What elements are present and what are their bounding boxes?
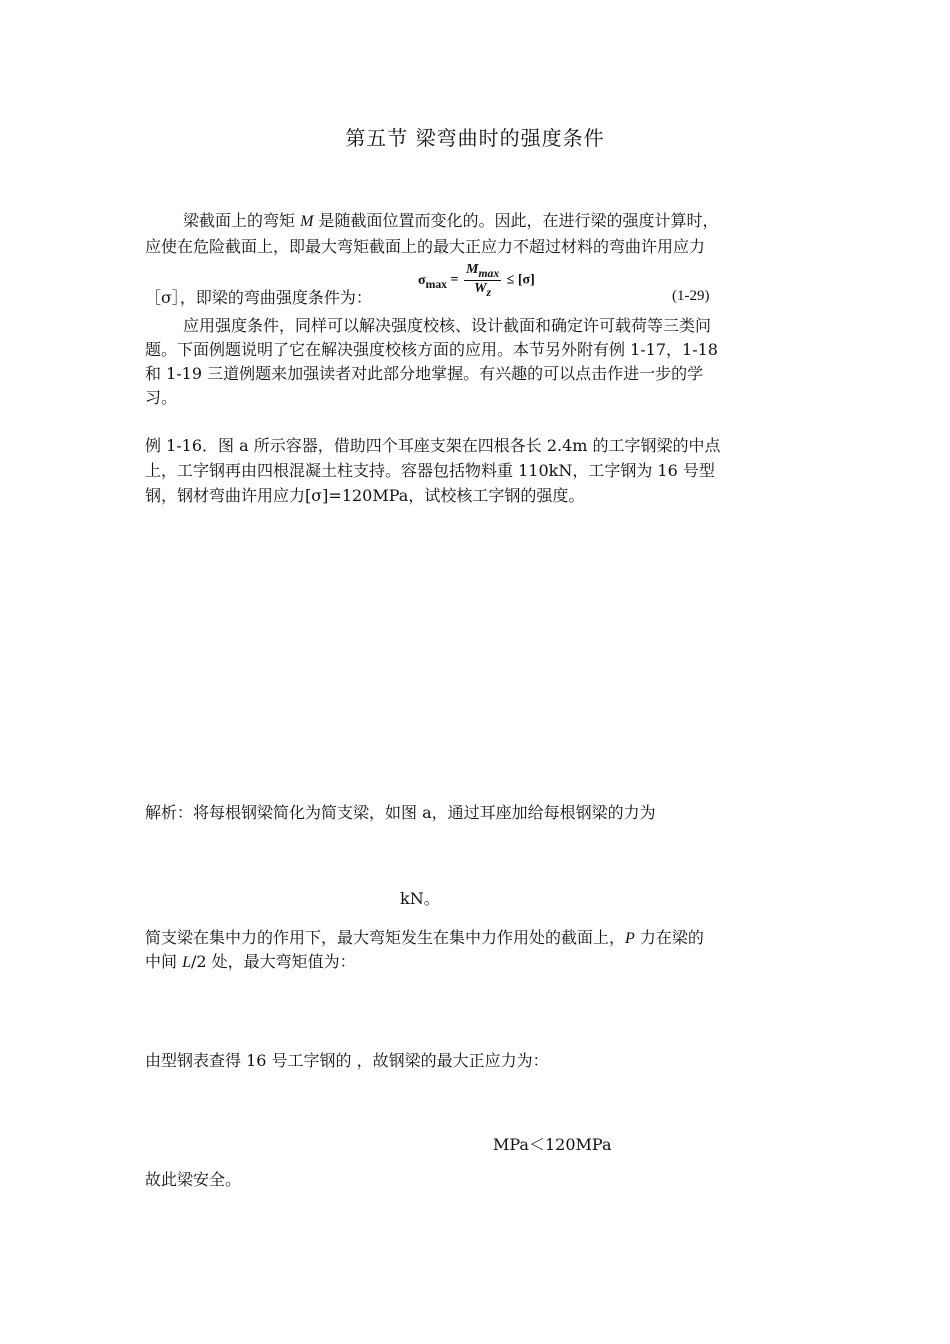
- formula-relation: ≤ [σ]: [506, 272, 535, 288]
- section-title: 第五节 梁弯曲时的强度条件: [345, 126, 605, 150]
- intro-line-2: 应使在危险截面上，即最大弯矩截面上的最大正应力不超过材料的弯曲许用应力: [145, 237, 706, 256]
- solution-line-1: 解析：将每根钢梁简化为简支梁，如图 a，通过耳座加给每根钢梁的力为: [145, 803, 656, 822]
- bending-strength-formula: [418, 262, 535, 299]
- example-line-1: 例 1-16．图 a 所示容器，借助四个耳座支架在四根各长 2.4m 的工字钢梁的中点: [145, 436, 721, 455]
- formula-denominator: $W_z$: [474, 280, 492, 299]
- formula-lhs: $\sigma_{max}$: [418, 272, 447, 291]
- solution-line-4: 由型钢表查得 16 号工字钢的 ，故钢梁的最大正应力为：: [145, 1051, 549, 1070]
- formula-equals: =: [450, 272, 459, 288]
- length-variable: L: [182, 954, 191, 971]
- force-variable: P: [625, 930, 635, 947]
- example-line-2: 上，工字钢再由四根混凝土柱支持。容器包括物料重 110kN，工字钢为 16 号型: [145, 461, 715, 480]
- intro-line-1: 梁截面上的弯矩 M 是随截面位置而变化的。因此，在进行梁的强度计算时，: [183, 211, 719, 230]
- conclusion: 故此梁安全。: [145, 1170, 242, 1189]
- application-line-1: 应用强度条件，同样可以解决强度校核、设计截面和确定许可载荷等三类问: [183, 316, 712, 335]
- solution-line-3: 中间 L/2 处，最大弯矩值为：: [145, 952, 356, 971]
- force-unit: kN。: [400, 889, 440, 908]
- formula-fraction: [464, 262, 501, 299]
- equation-number: (1-29): [672, 288, 710, 304]
- moment-variable: M: [300, 213, 314, 230]
- application-line-2: 题。下面例题说明了它在解决强度校核方面的应用。本节另外附有例 1-17，1-18: [145, 340, 718, 359]
- application-line-3: 和 1-19 三道例题来加强读者对此部分地掌握。有兴趣的可以点击作进一步的学: [145, 364, 704, 383]
- application-line-4: 习。: [145, 388, 178, 407]
- solution-line-2: 简支梁在集中力的作用下，最大弯矩发生在集中力作用处的截面上，P 力在梁的: [145, 928, 704, 947]
- intro-line-3: ［σ］，即梁的弯曲强度条件为：: [145, 288, 372, 307]
- formula-numerator: $M_{max}$: [465, 262, 500, 280]
- stress-result: MPa＜120MPa: [493, 1135, 612, 1154]
- example-line-3: 钢，钢材弯曲许用应力[σ]=120MPa，试校核工字钢的强度。: [145, 486, 585, 505]
